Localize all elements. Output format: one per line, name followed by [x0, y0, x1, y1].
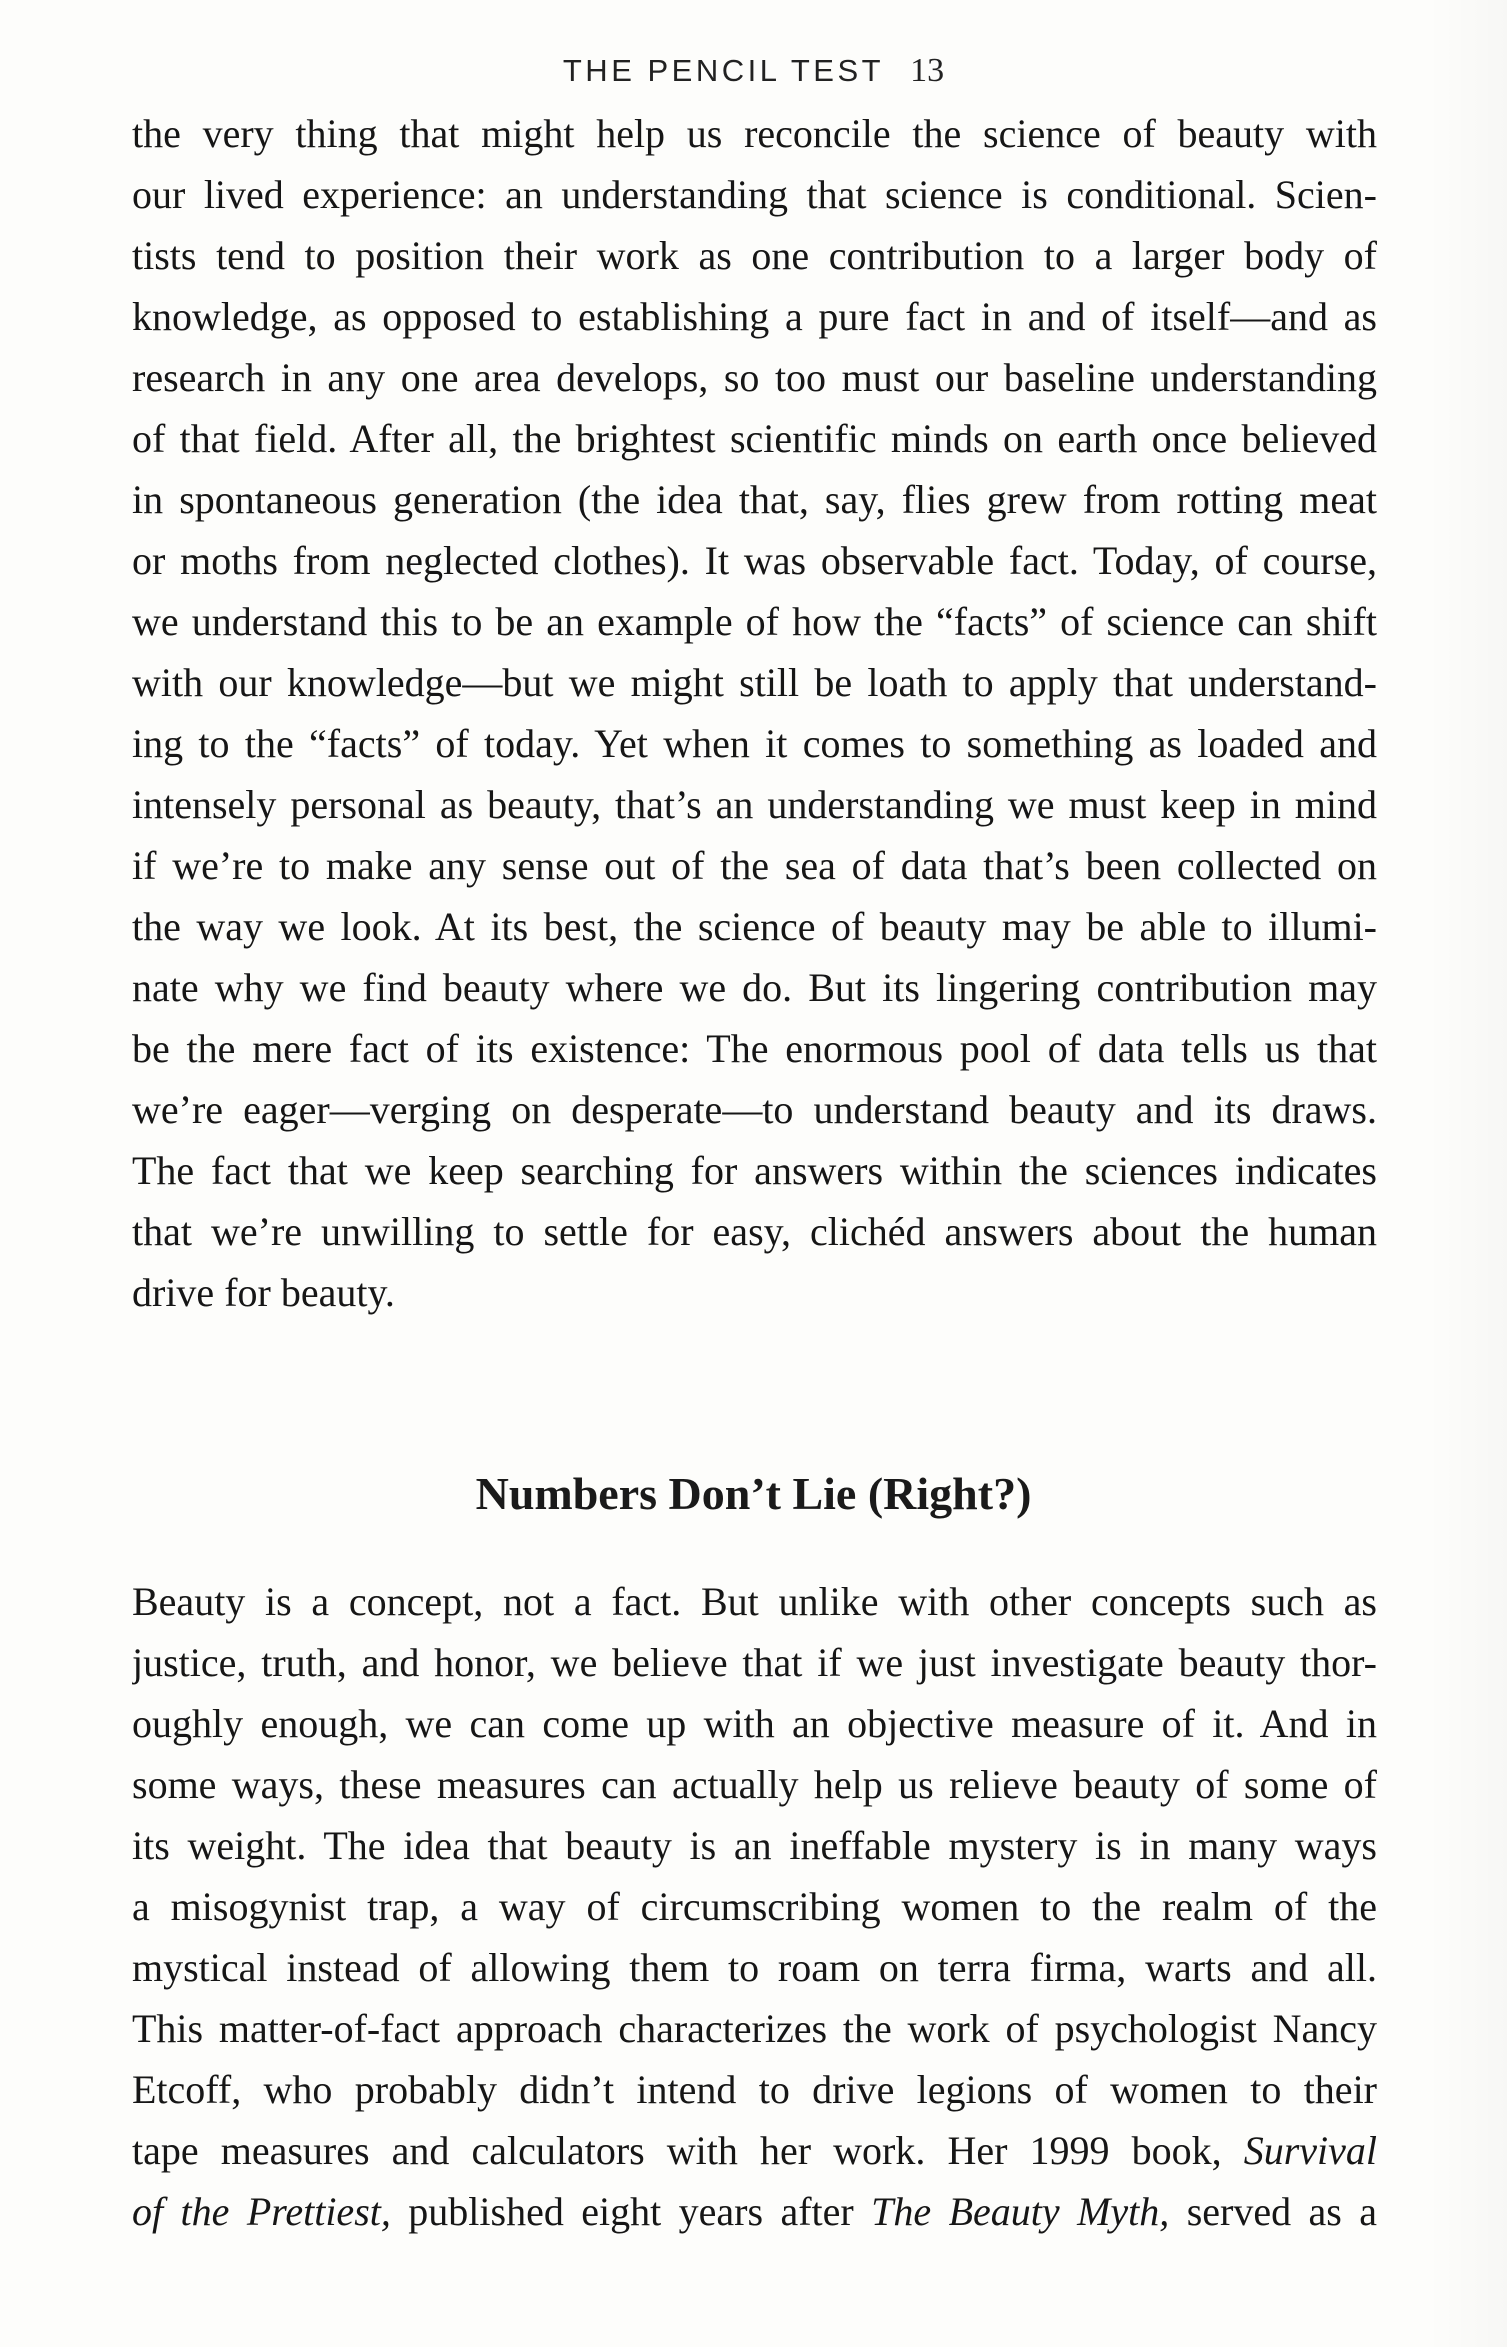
text-line: if we’re to make any sense out of the sea of data that’s been collected on: [132, 843, 1377, 888]
text-span: published eight years after: [390, 2189, 872, 2234]
paragraph-1: [132, 103, 1377, 1323]
text-line: intensely personal as beauty, that’s an understanding we must keep in mind: [132, 782, 1377, 827]
text-line: oughly enough, we can come up with an objective measure of it. And in: [132, 1701, 1377, 1746]
text-span: served as a: [1169, 2189, 1377, 2234]
page-number: 13: [910, 52, 945, 89]
text-line: ing to the “facts” of today. Yet when it comes to something as loaded and: [132, 721, 1377, 766]
book-title-beauty-myth: The Beauty Myth,: [871, 2189, 1170, 2234]
book-title-survival: Survival: [1243, 2128, 1377, 2173]
text-line: its weight. The idea that beauty is an ineffable mystery is in many ways: [132, 1823, 1377, 1868]
text-line: we’re eager—verging on desperate—to understand beauty and its draws.: [132, 1087, 1377, 1132]
text-line: The fact that we keep searching for answers within the sciences indicates: [132, 1148, 1377, 1193]
text-line: Etcoff, who probably didn’t intend to drive legions of women to their: [132, 2067, 1377, 2112]
text-line: nate why we find beauty where we do. But its lingering contribution may: [132, 965, 1377, 1010]
text-line: justice, truth, and honor, we believe that if we just investigate beauty thor-: [132, 1640, 1377, 1685]
text-line: research in any one area develops, so too must our baseline understanding: [132, 355, 1377, 400]
section-heading: Numbers Don’t Lie (Right?): [475, 1468, 1032, 1519]
paragraph-2: [132, 1571, 1377, 2242]
text-line: that we’re unwilling to settle for easy, clichéd answers about the human: [132, 1209, 1377, 1254]
text-line: This matter-of-fact approach characterizes the work of psychologist Nancy: [132, 2006, 1377, 2051]
text-line: the way we look. At its best, the science of beauty may be able to illumi-: [132, 904, 1377, 949]
running-head: [0, 52, 1507, 90]
text-line: the very thing that might help us reconcile the science of beauty with: [132, 111, 1377, 156]
text-line: be the mere fact of its existence: The enormous pool of data tells us that: [132, 1026, 1377, 1071]
text-line: some ways, these measures can actually help us relieve beauty of some of: [132, 1762, 1377, 1807]
running-title: THE PENCIL TEST: [562, 53, 885, 88]
book-title-prettiest: of the Prettiest,: [132, 2189, 391, 2234]
text-line: or moths from neglected clothes). It was observable fact. Today, of course,: [132, 538, 1377, 583]
text-line-with-titles: [132, 2181, 1377, 2242]
text-line: a misogynist trap, a way of circumscribing women to the realm of the: [132, 1884, 1377, 1929]
text-line: of that field. After all, the brightest scientific minds on earth once believed: [132, 416, 1377, 461]
text-line: drive for beauty.: [132, 1270, 395, 1315]
text-line: our lived experience: an understanding that science is conditional. Scien-: [132, 172, 1377, 217]
text-line: we understand this to be an example of how the “facts” of science can shift: [132, 599, 1377, 644]
text-line: tists tend to position their work as one contribution to a larger body of: [132, 233, 1377, 278]
text-line: knowledge, as opposed to establishing a pure fact in and of itself—and as: [132, 294, 1377, 339]
text-line-with-title: [132, 2120, 1377, 2181]
text-line: with our knowledge—but we might still be loath to apply that understand-: [132, 660, 1377, 705]
text-line: Beauty is a concept, not a fact. But unlike with other concepts such as: [132, 1579, 1377, 1624]
text-line: mystical instead of allowing them to roam on terra firma, warts and all.: [132, 1945, 1377, 1990]
text-line: in spontaneous generation (the idea that, say, flies grew from rotting meat: [132, 477, 1377, 522]
text-span: tape measures and calculators with her work. Her 1999 book,: [132, 2128, 1222, 2173]
page-edge-shadow: [1427, 0, 1507, 2347]
